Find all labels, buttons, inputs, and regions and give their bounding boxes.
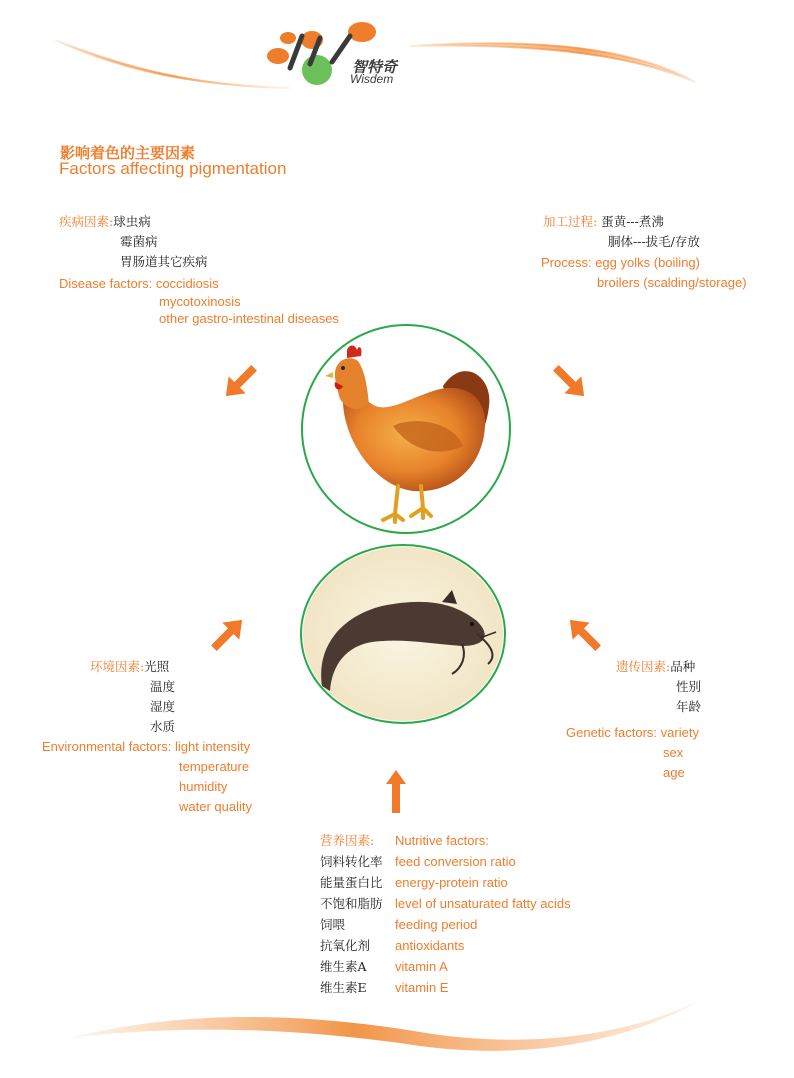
process-item-cn: 蛋黄---煮沸	[601, 214, 664, 229]
environment-factors	[42, 657, 252, 817]
process-factors	[541, 212, 747, 293]
disease-item-en: other gastro-intestinal diseases	[159, 311, 339, 326]
logo-name-en: Wisdem	[350, 72, 394, 86]
nutrition-item-en: vitamin E	[395, 980, 449, 995]
nutrition-item-en: vitamin A	[395, 959, 448, 974]
nutrition-label-en: Nutritive factors:	[395, 833, 489, 848]
process-item-en: broilers (scalding/storage)	[597, 275, 747, 290]
disease-label-en: Disease factors:	[59, 276, 153, 291]
process-label-en: Process:	[541, 255, 592, 270]
genetic-item-en: variety	[660, 725, 699, 740]
page-title-en: Factors affecting pigmentation	[59, 159, 287, 178]
nutrition-item-en: feeding period	[395, 917, 478, 932]
chicken-icon	[303, 326, 509, 532]
catfish-circle	[300, 544, 506, 724]
bottom-swoosh-decoration	[0, 990, 794, 1078]
nutrition-row	[320, 935, 571, 956]
process-item-en: egg yolks (boiling)	[595, 255, 700, 270]
page-title-cn: 影响着色的主要因素	[60, 144, 196, 162]
nutrition-row	[320, 893, 571, 914]
nutrition-item-cn: 能量蛋白比	[320, 875, 383, 890]
nutrition-item-en: energy-protein ratio	[395, 875, 508, 890]
arrow-icon	[562, 612, 606, 656]
nutrition-label-cn: 营养因素:	[320, 833, 375, 848]
genetic-item-en: sex	[663, 745, 684, 760]
environment-label-cn: 环境因素:	[90, 659, 145, 674]
environment-item-cn: 湿度	[150, 699, 176, 714]
company-logo[interactable]	[262, 18, 412, 90]
catfish-icon	[302, 546, 504, 722]
environment-item-en: humidity	[179, 779, 228, 794]
nutrition-row	[320, 914, 571, 935]
disease-factors	[59, 212, 339, 328]
environment-item-cn: 温度	[150, 679, 176, 694]
genetic-factors	[566, 657, 701, 783]
arrow-icon	[206, 612, 250, 656]
nutritive-factors	[320, 830, 571, 998]
nutrition-item-cn: 抗氧化剂	[320, 938, 371, 953]
arrow-icon	[218, 360, 262, 404]
nutrition-item-cn: 饲料转化率	[320, 854, 383, 869]
genetic-item-cn: 年龄	[676, 699, 702, 714]
disease-label-cn: 疾病因素:	[59, 214, 114, 229]
nutrition-item-cn: 饲喂	[320, 917, 346, 932]
environment-label-en: Environmental factors:	[42, 739, 172, 754]
nutrition-item-en: antioxidants	[395, 938, 465, 953]
nutrition-item-en: feed conversion ratio	[395, 854, 516, 869]
genetic-item-cn: 品种	[670, 659, 696, 674]
genetic-item-en: age	[663, 765, 685, 780]
disease-item-cn: 霉菌病	[120, 234, 158, 249]
arrow-icon	[548, 360, 592, 404]
nutrition-item-en: level of unsaturated fatty acids	[395, 896, 571, 911]
environment-item-cn: 光照	[144, 659, 170, 674]
environment-item-cn: 水质	[150, 719, 176, 734]
logo-name-cn: 智特奇	[352, 58, 398, 76]
nutrition-item-cn: 不饱和脂肪	[320, 896, 383, 911]
nutrition-item-cn: 维生素E	[320, 980, 367, 995]
chicken-circle	[301, 324, 511, 534]
nutrition-row	[320, 956, 571, 977]
environment-item-en: water quality	[179, 799, 252, 814]
disease-item-en: mycotoxinosis	[159, 294, 241, 309]
nutrition-item-cn: 维生素A	[320, 959, 367, 974]
disease-item-cn: 球虫病	[113, 214, 151, 229]
nutrition-row	[320, 872, 571, 893]
genetic-item-cn: 性别	[676, 679, 702, 694]
process-label-cn: 加工过程:	[543, 214, 598, 229]
environment-item-en: light intensity	[174, 739, 251, 754]
genetic-label-en: Genetic factors:	[566, 725, 658, 740]
genetic-label-cn: 遗传因素:	[616, 659, 671, 674]
environment-item-en: temperature	[179, 759, 250, 774]
process-item-cn: 胴体---拔毛/存放	[608, 234, 700, 249]
nutrition-row	[320, 851, 571, 872]
arrow-icon	[384, 768, 408, 814]
disease-item-en: coccidiosis	[155, 276, 219, 291]
disease-item-cn: 胃肠道其它疾病	[120, 254, 208, 269]
